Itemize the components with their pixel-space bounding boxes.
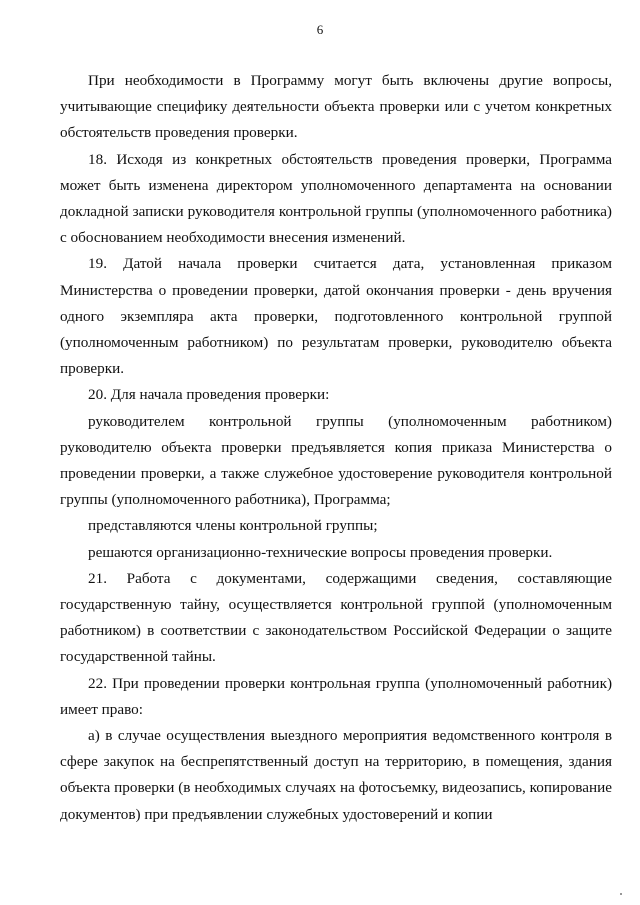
page-number: 6 [316, 22, 324, 37]
paragraph: а) в случае осуществления выездного мероприятия ведомственного контроля в сфере закупок на беспрепятственный доступ на территорию, в помещения, здания объекта проверки (в необходимых случаях на фотосъемку, видеозапись, копирование документов) при предъявлении служебных удостоверений и копии [60, 727, 612, 823]
document-body [60, 68, 612, 828]
paragraph: 22. При проведении проверки контрольная группа (уполномоченный работник) имеет право: [60, 674, 612, 718]
paragraph: руководителем контрольной группы (уполномоченным работником) руководителю объекта проверки предъявляется копия приказа Министерства о проведении проверки, а также служебное удостоверение руководителя контрольной группы (уполномоченного работника), Программа; [60, 412, 612, 509]
paragraph: решаются организационно-технические вопросы проведения проверки. [88, 543, 553, 561]
scan-speck [620, 893, 622, 895]
paragraph: 19. Датой начала проверки считается дата, установленная приказом Министерства о проведении проверки, датой окончания проверки - день вручения одного экземпляра акта проверки, подготовленного контрольной группой (уполномоченным работником) по результатам проверки, руководителю объекта проверки. [60, 255, 612, 378]
paragraph: 18. Исходя из конкретных обстоятельств проведения проверки, Программа может быть изменена директором уполномоченного департамента на основании докладной записки руководителя контрольной группы (уполномоченного работника) с обоснованием необходимости внесения изменений. [60, 150, 612, 247]
paragraph: При необходимости в Программу могут быть включены другие вопросы, учитывающие специфику деятельности объекта проверки или с учетом конкретных обстоятельств проведения проверки. [60, 72, 612, 142]
paragraph: представляются члены контрольной группы; [88, 517, 378, 535]
paragraph: 21. Работа с документами, содержащими сведения, составляющие государственную тайну, осуществляется контрольной группой (уполномоченным работником) в соответствии с законодательством Российской Федерации о защите государственной тайны. [60, 569, 612, 666]
paragraph: 20. Для начала проведения проверки: [88, 386, 330, 404]
